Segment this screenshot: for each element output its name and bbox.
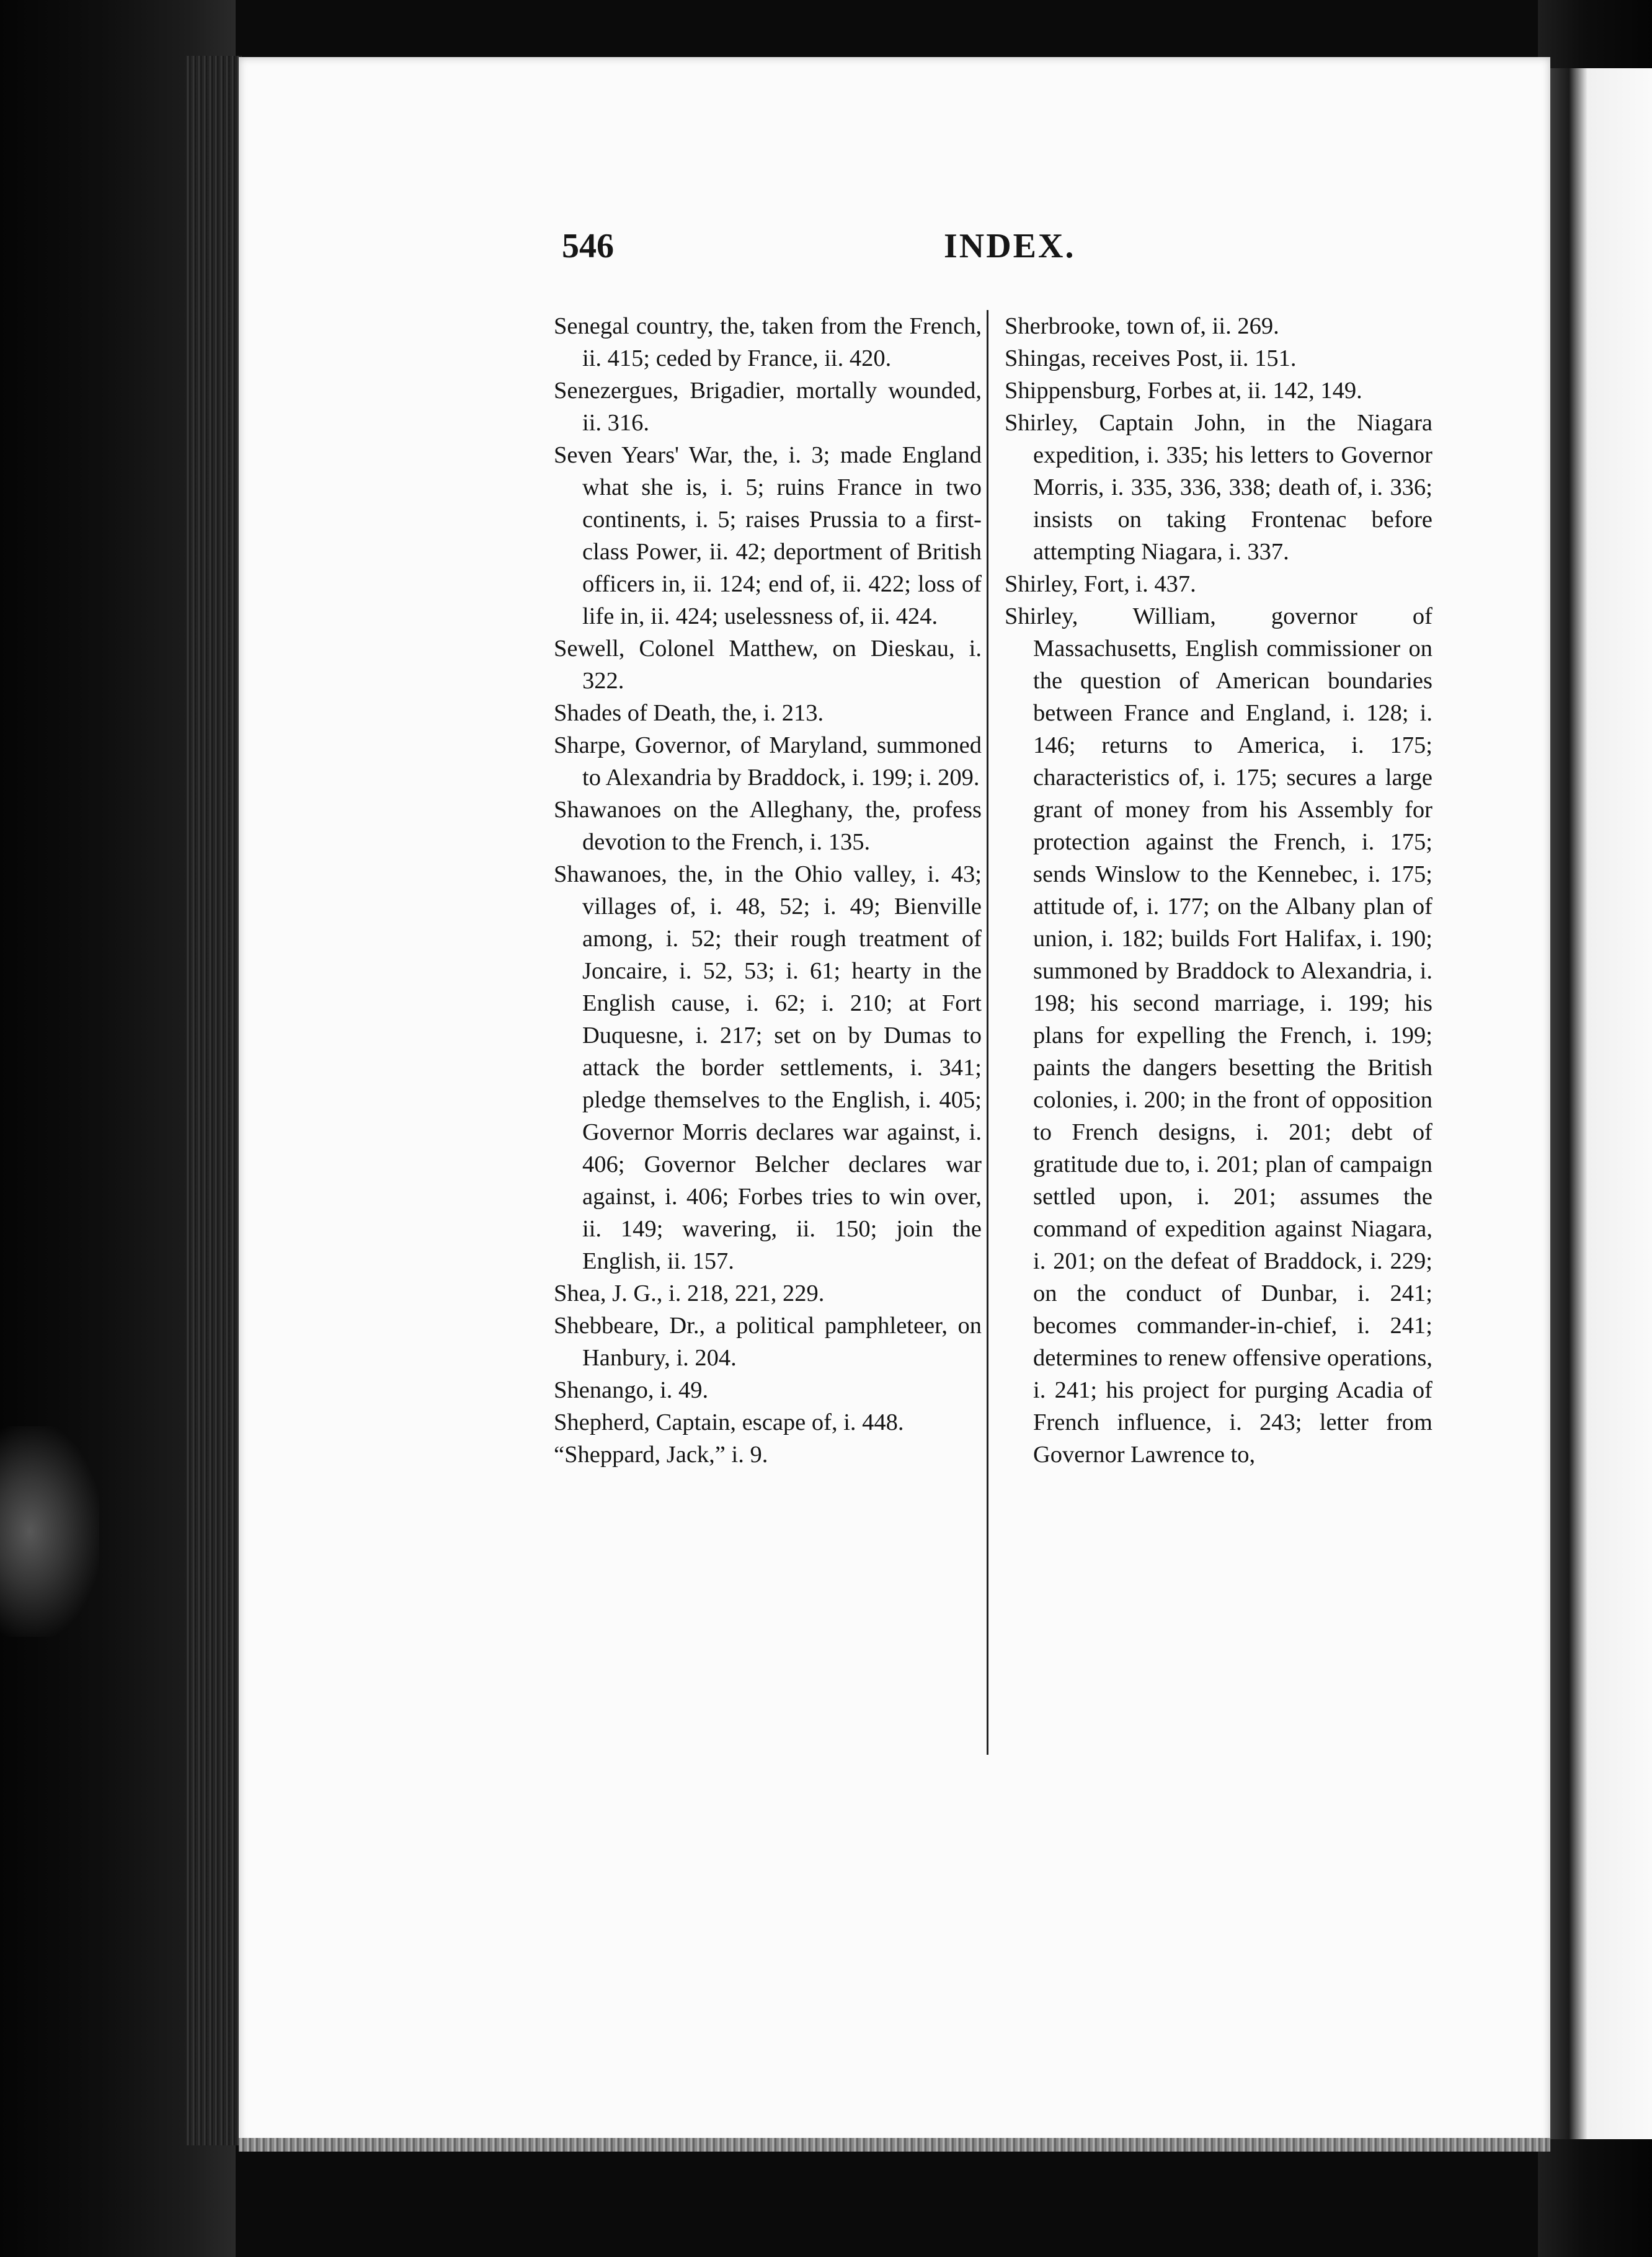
- index-entry: “Sheppard, Jack,” i. 9.: [554, 1442, 768, 1468]
- book-page-edges: [186, 56, 242, 2145]
- index-column-left: [554, 310, 982, 1471]
- index-entry: Shepherd, Captain, escape of, i. 448.: [554, 1409, 904, 1435]
- page-number: 546: [562, 227, 614, 265]
- index-entry: Senezergues, Brigadier, mortally wounded, ii. 316.: [554, 378, 982, 436]
- index-entry: Shirley, Captain John, in the Niagara expedition, i. 335; his letters to Governor Morris, i. 335, 336, 338; death of, i. 336; insists on taking Frontenac before attempting Niagara, i. 337.: [1005, 410, 1432, 565]
- next-page-edge: [1550, 68, 1652, 2139]
- index-entry: Shenango, i. 49.: [554, 1377, 709, 1403]
- index-entry: Shirley, William, governor of Massachusetts, English commissioner on the question of American boundaries between France and England, i. 128; i. 146; returns to America, i. 175; characteristics of, i. 175; secures a large grant of money from his Assembly for protection against the French, i. 175; sends Winslow to the Kennebec, i. 175; attitude of, i. 177; on the Albany plan of union, i. 182; builds Fort Halifax, i. 190; summoned by Braddock to Alexandria, i. 198; his second marriage, i. 199; his plans for expelling the French, i. 199; paints the dangers besetting the British colonies, i. 200; in the front of opposition to French designs, i. 201; debt of gratitude due to, i. 201; plan of campaign settled upon, i. 201; assumes the command of expedition against Niagara, i. 201; on the defeat of Braddock, i. 229; on the conduct of Dunbar, i. 241; becomes commander-in-chief, i. 241; determines to renew offensive operations, i. 241; his project for purging Acadia of French influence, i. 243; letter from Governor Lawrence to,: [1005, 603, 1432, 1468]
- index-entry: Shades of Death, the, i. 213.: [554, 700, 824, 726]
- index-entry: Seven Years' War, the, i. 3; made England what she is, i. 5; ruins France in two continents, i. 5; raises Prussia to a first-class Power, ii. 42; deportment of British officers in, ii. 124; end of, ii. 422; loss of life in, ii. 424; uselessness of, ii. 424.: [554, 442, 982, 629]
- column-divider: [987, 310, 988, 1755]
- index-entry: Shawanoes, the, in the Ohio valley, i. 43; villages of, i. 48, 52; i. 49; Bienville among, i. 52; their rough treatment of Joncaire, i. 52, 53; i. 61; hearty in the English cause, i. 62; i. 210; at Fort Duquesne, i. 217; set on by Dumas to attack the border settlements, i. 341; pledge themselves to the English, i. 405; Governor Morris declares war against, i. 406; Governor Belcher declares war against, i. 406; Forbes tries to win over, ii. 149; wavering, ii. 150; join the English, ii. 157.: [554, 861, 982, 1274]
- index-entry: Shippensburg, Forbes at, ii. 142, 149.: [1005, 378, 1362, 404]
- index-entry: Shea, J. G., i. 218, 221, 229.: [554, 1280, 825, 1306]
- index-entry: Sharpe, Governor, of Maryland, summoned to Alexandria by Braddock, i. 199; i. 209.: [554, 732, 982, 791]
- page-bottom-edge: [239, 2138, 1550, 2152]
- index-column-right: [1005, 310, 1432, 1471]
- index-entry: Sherbrooke, town of, ii. 269.: [1005, 313, 1279, 339]
- index-entry: Shingas, receives Post, ii. 151.: [1005, 345, 1297, 371]
- index-entry: Senegal country, the, taken from the French, ii. 415; ceded by France, ii. 420.: [554, 313, 982, 371]
- index-entry: Shawanoes on the Alleghany, the, profess devotion to the French, i. 135.: [554, 797, 982, 855]
- page-header: [562, 226, 1182, 282]
- index-entry: Shirley, Fort, i. 437.: [1005, 571, 1196, 597]
- scan-stain: [0, 1426, 99, 1637]
- index-entry: Sewell, Colonel Matthew, on Dieskau, i. 322.: [554, 636, 982, 694]
- running-head: INDEX.: [944, 227, 1076, 265]
- index-entry: Shebbeare, Dr., a political pamphleteer, on Hanbury, i. 204.: [554, 1313, 982, 1371]
